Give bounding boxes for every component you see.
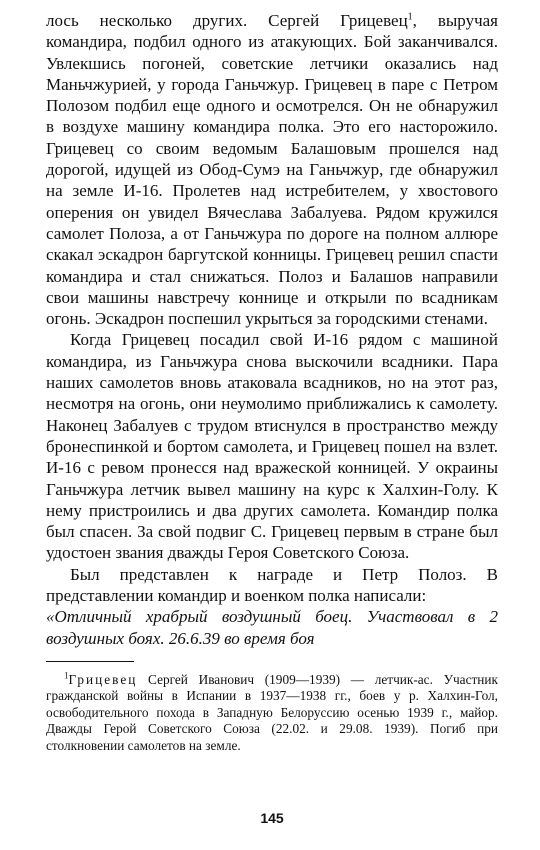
quotation-paragraph: «Отличный храбрый воздушный боец. Участвовал в 2 воздушных боях. 26.6.39 во время боя [46,607,498,648]
paragraph-1-start: лось несколько других. Сергей Грицевец [46,11,408,30]
footnote-marker: 1 [64,670,69,681]
page-number: 145 [260,810,284,826]
footnote-reference: 1 [407,11,413,23]
paragraph-2: Когда Грицевец посадил свой И-16 рядом с машиной командира, из Ганьчжура снова выскочили всадники. Пара наших самолетов вновь атаковала всадников, но на этот раз, несмотря на огонь, они неумолимо приближались к самолету. Наконец Забалуев с трудом втиснулся в пространство между бронеспинкой и бортом самолета, и Грицевец пошел на взлет. И-16 с ревом пронесся над вражеской конницей. У окраины Ганьчжура летчик вывел машину на курс к Халхин-Голу. К нему пристроились и два других самолета. Командир полка был спасен. За свой подвиг С. Грицевец первым в стране был удостоен звания дважды Героя Советского Союза. [46,330,498,563]
footnote-text: Сергей Иванович (1909—1939) — летчик-ас. Участник гражданской войны в Испании в 1937—1938 гг., боев у р. Халхин-Гол, освободительного похода в Западную Белоруссию осенью 1939 г., майор. Дважды Герой Советского Союза (22.02. и 29.08. 1939). Погиб при столкновении самолетов на земле. [46,671,498,753]
paragraph-1-rest: , выручая командира, подбил одного из атакующих. Бой заканчивался. Увлекшись погоней, советские летчики оказались над Маньчжурией, у города Ганьчжур. Грицевец в паре с Петром Полозом подбил еще одного и осмотрелся. Он не обнаружил в воздухе машину командира полка. Это его насторожило. Грицевец со своим ведомым Балашовым прошелся над дорогой, идущей из Обод-Сумэ на Ганьчжур, где обнаружил на земле И-16. Пролетев над истребителем, у хвостового оперения он увидел Вячеслава Забалуева. Рядом кружился самолет Полоза, а от Ганьчжура по дороге на полном аллюре скакал эскадрон баргутской конницы. Грицевец решил спасти командира и стал снижаться. Полоз и Балашов направили свои машины навстречу коннице и открыли по всадникам огонь. Эскадрон поспешил укрыться за городскими стенами. [46,11,498,329]
book-page [46,10,498,840]
footnote-divider [46,661,134,662]
footnote-name: Грицевец [68,671,138,687]
paragraph-3: Был представлен к награде и Петр Полоз. В представлении командир и военком полка написали: [46,564,498,606]
footnote [46,672,498,755]
main-text [46,10,498,649]
paragraph-1 [46,10,498,329]
